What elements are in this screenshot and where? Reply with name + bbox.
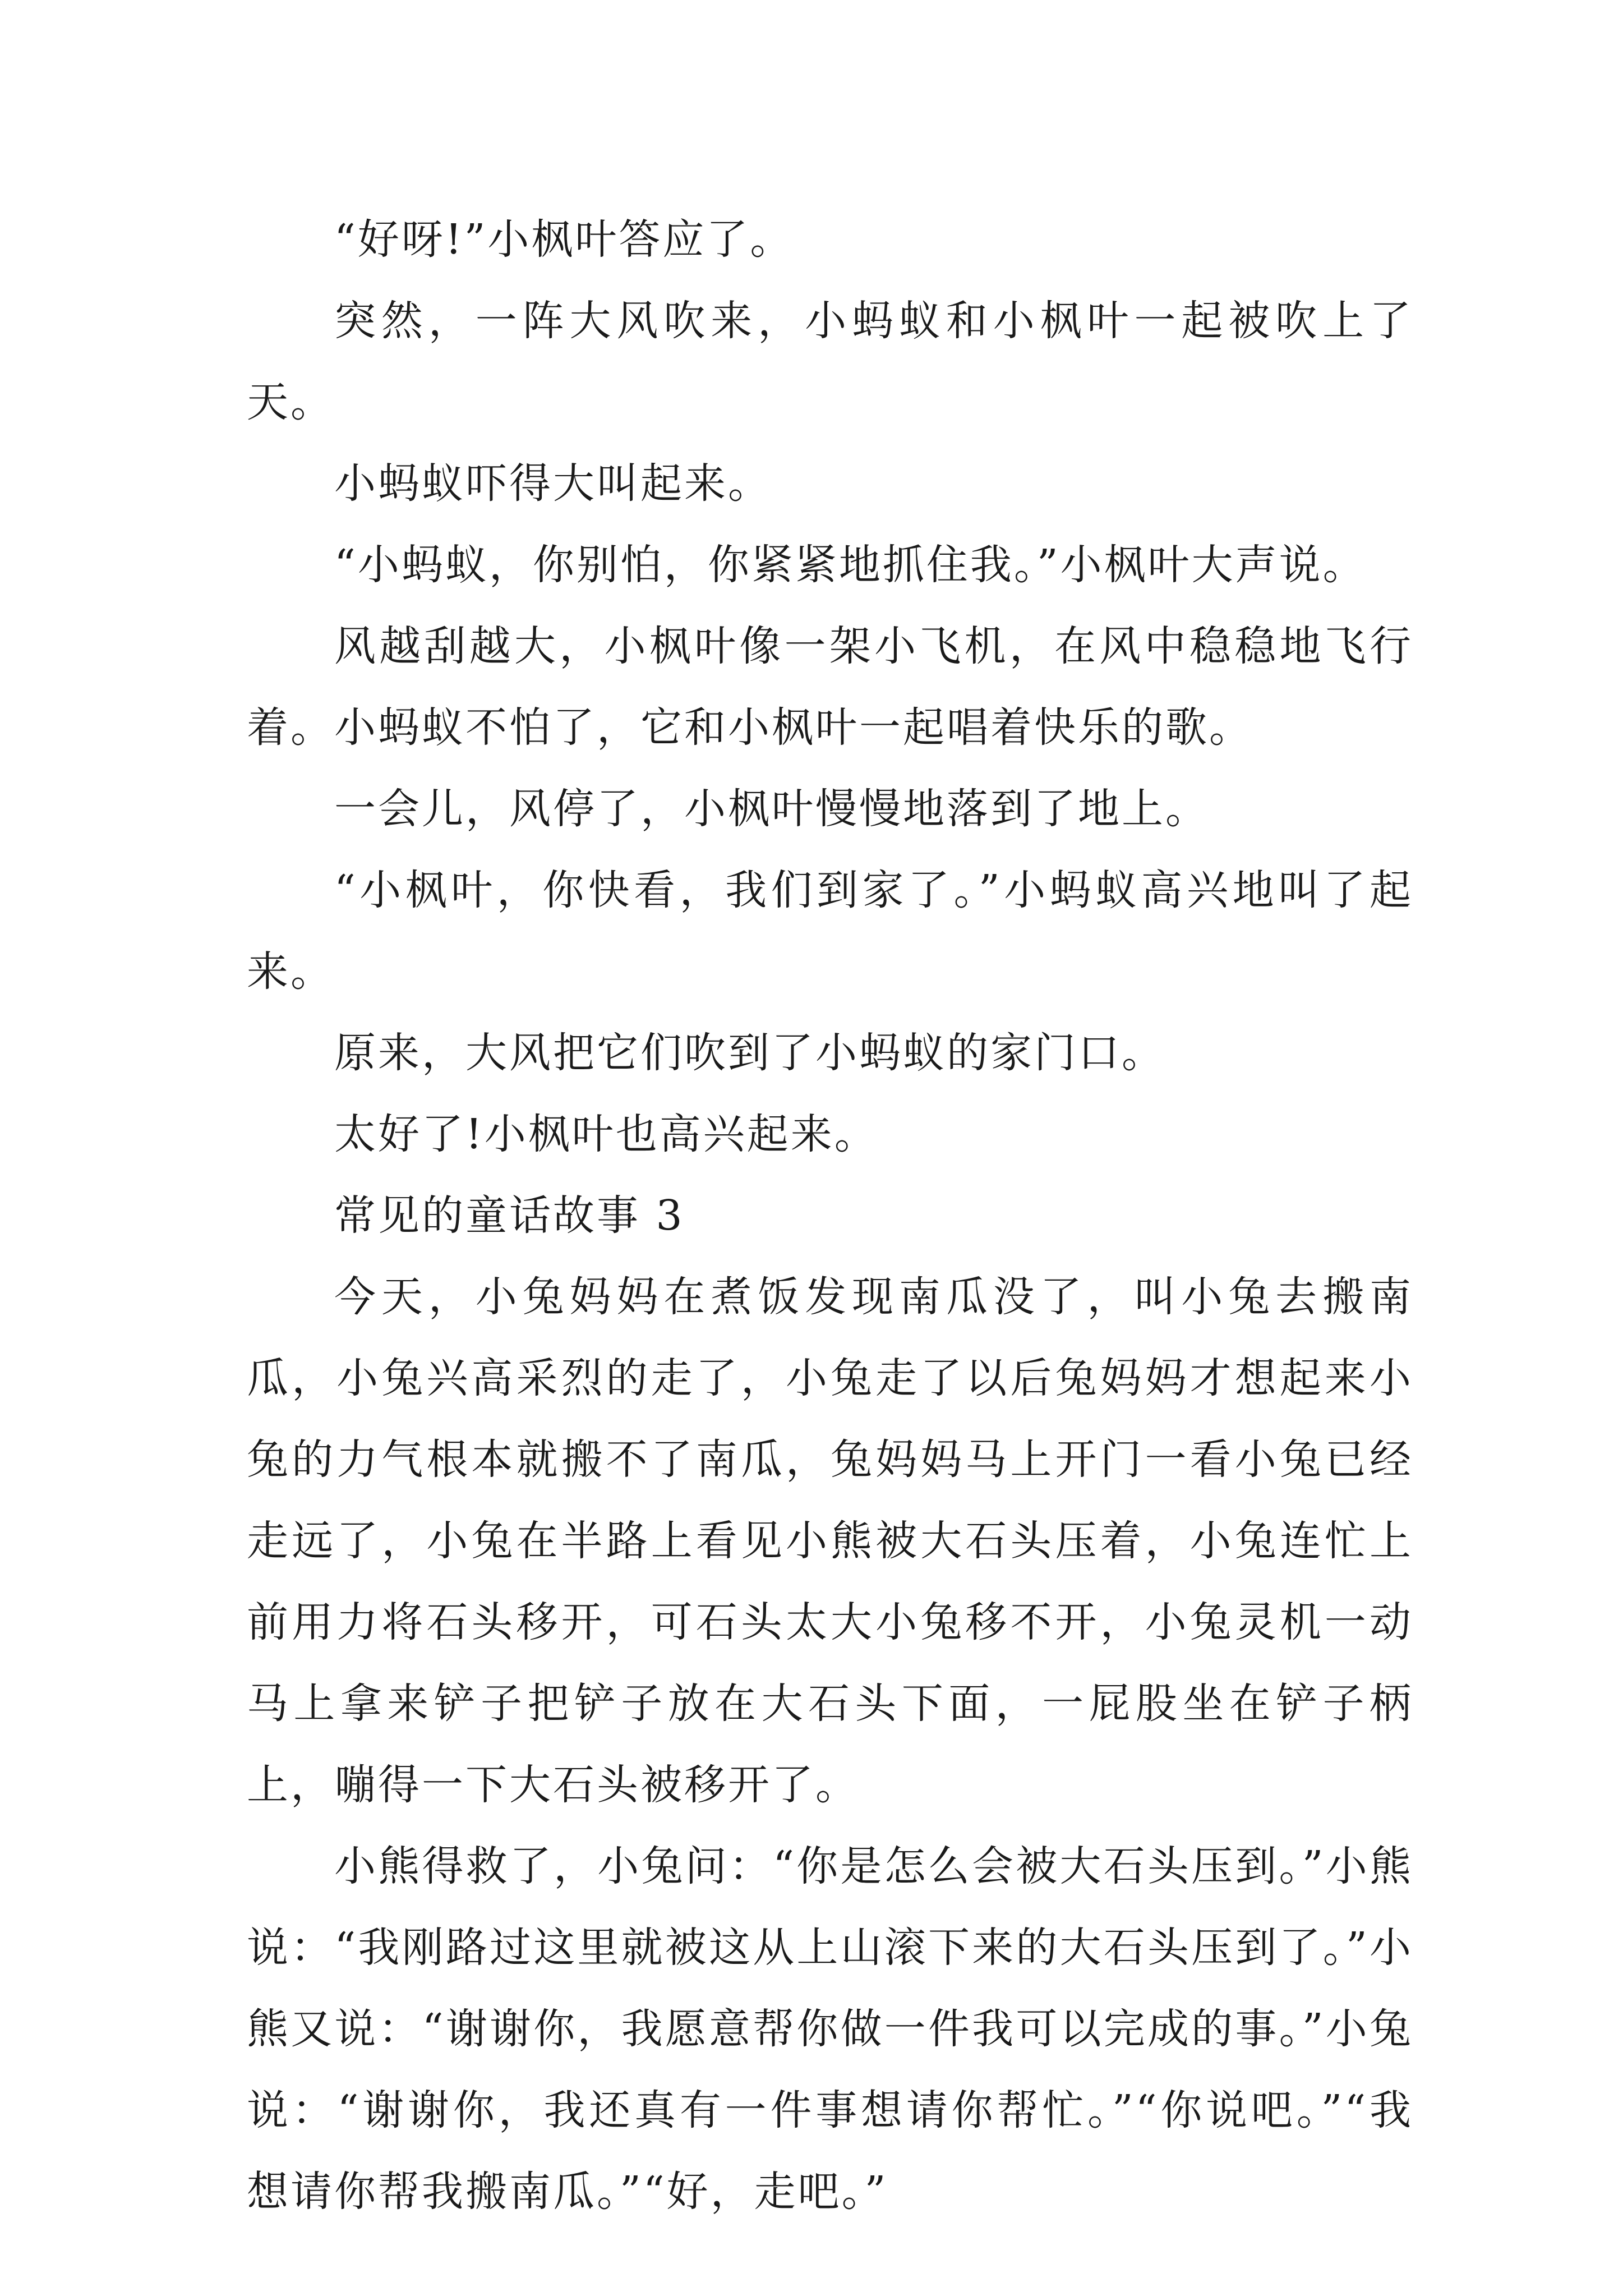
document-body xyxy=(247,199,1413,2233)
paragraph: 小蚂蚁吓得大叫起来。 xyxy=(334,459,772,508)
paragraph: 原来，大风把它们吹到了小蚂蚁的家门口。 xyxy=(334,1029,1165,1077)
paragraph: “小蚂蚁，你别怕，你紧紧地抓住我。”小枫叶大声说。 xyxy=(334,541,1367,589)
paragraph: 小熊得救了，小兔问：“你是怎么会被大石头压到。”小熊说：“我刚路过这里就被这从上山滚下来的大石头压到了。”小熊又说：“谢谢你，我愿意帮你做一件我可以完成的事。”小兔说：“谢谢你，我还真有一件事想请你帮忙。”“你说吧。”“我想请你帮我搬南瓜。”“好，走吧。” xyxy=(247,1842,1413,2216)
paragraph: 风越刮越大，小枫叶像一架小飞机，在风中稳稳地飞行着。小蚂蚁不怕了，它和小枫叶一起唱着快乐的歌。 xyxy=(247,622,1413,752)
paragraph: 一会儿，风停了，小枫叶慢慢地落到了地上。 xyxy=(334,785,1209,833)
paragraph: 太好了!小枫叶也高兴起来。 xyxy=(334,1110,878,1158)
paragraph: “小枫叶，你快看，我们到家了。”小蚂蚁高兴地叫了起来。 xyxy=(247,866,1413,996)
paragraph: 突然，一阵大风吹来，小蚂蚁和小枫叶一起被吹上了天。 xyxy=(247,297,1413,426)
paragraph: 今天，小兔妈妈在煮饭发现南瓜没了，叫小兔去搬南瓜，小兔兴高采烈的走了，小兔走了以后兔妈妈才想起来小兔的力气根本就搬不了南瓜，兔妈妈马上开门一看小兔已经走远了，小兔在半路上看见小熊被大石头压着，小兔连忙上前用力将石头移开，可石头太大小兔移不开，小兔灵机一动马上拿来铲子把铲子放在大石头下面，一屁股坐在铲子柄上，嘣得一下大石头被移开了。 xyxy=(247,1273,1413,1809)
paragraph: “好呀!”小枫叶答应了。 xyxy=(334,215,794,264)
section-title: 常见的童话故事 3 xyxy=(334,1191,685,1240)
